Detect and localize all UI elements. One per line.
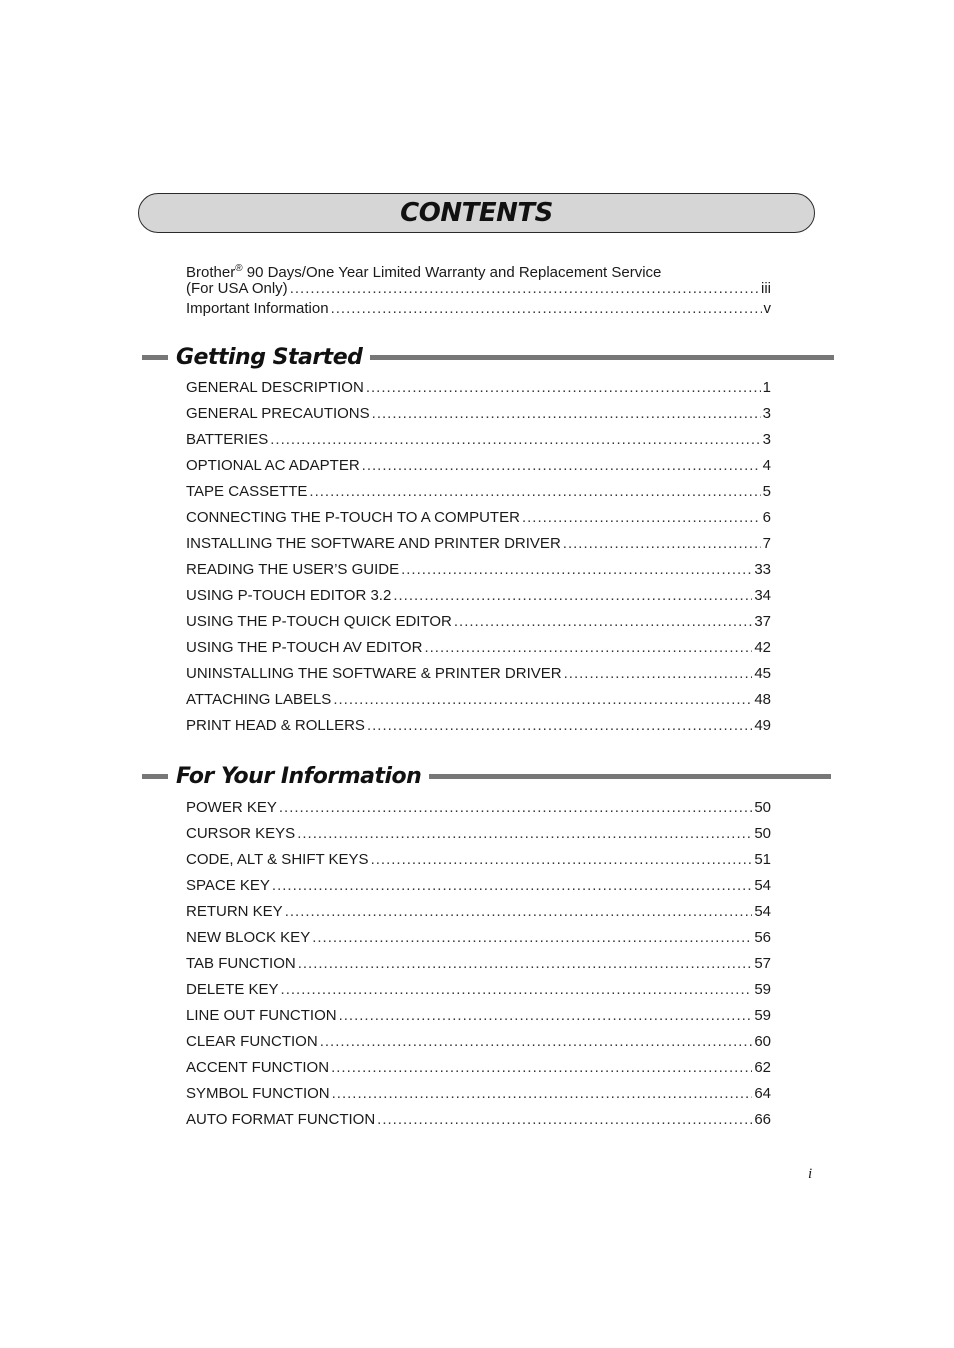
dot-leader — [393, 583, 752, 609]
toc-entry-title: DELETE KEY — [186, 981, 279, 998]
toc-entry-title: GENERAL PRECAUTIONS — [186, 405, 370, 422]
toc-entry-page: 5 — [762, 483, 771, 500]
toc-entry[interactable] — [186, 873, 771, 899]
dot-leader — [281, 977, 753, 1003]
toc-list-getting-started — [186, 375, 771, 739]
toc-entry[interactable] — [186, 713, 771, 739]
toc-entry-title: (For USA Only) — [186, 280, 288, 297]
toc-entry-page: v — [763, 300, 771, 317]
dot-leader — [279, 795, 752, 821]
toc-entry-title: SPACE KEY — [186, 877, 270, 894]
page-number: i — [808, 1166, 813, 1182]
toc-entry-title: ATTACHING LABELS — [186, 691, 332, 708]
toc-entry-page: 56 — [754, 929, 771, 946]
heading-rule-right — [370, 355, 834, 360]
dot-leader — [563, 531, 761, 557]
toc-entry-title: CODE, ALT & SHIFT KEYS — [186, 851, 369, 868]
toc-entry[interactable] — [186, 375, 771, 401]
dot-leader — [272, 873, 752, 899]
toc-entry-page: 57 — [754, 955, 771, 972]
toc-entry-title: RETURN KEY — [186, 903, 283, 920]
toc-entry-page: 66 — [754, 1111, 771, 1128]
toc-entry-page: 4 — [762, 457, 771, 474]
toc-entry[interactable] — [186, 505, 771, 531]
toc-entry[interactable] — [186, 899, 771, 925]
dot-leader — [372, 401, 761, 427]
intro-block — [186, 259, 771, 319]
toc-entry[interactable] — [186, 279, 771, 299]
toc-entry-page: 42 — [754, 639, 771, 656]
toc-entry-title: PRINT HEAD & ROLLERS — [186, 717, 365, 734]
toc-entry-page: 59 — [754, 981, 771, 998]
toc-entry-title: POWER KEY — [186, 799, 277, 816]
dot-leader — [312, 925, 752, 951]
toc-entry-page: 37 — [754, 613, 771, 630]
registered-mark: ® — [235, 263, 243, 274]
dot-leader — [297, 821, 752, 847]
toc-entry-title: CURSOR KEYS — [186, 825, 296, 842]
toc-entry[interactable] — [186, 795, 771, 821]
toc-entry-page: 62 — [754, 1059, 771, 1076]
dot-leader — [366, 375, 761, 401]
section-heading-text: For Your Information — [176, 763, 422, 789]
dot-leader — [362, 453, 761, 479]
dot-leader — [298, 951, 753, 977]
toc-entry[interactable] — [186, 299, 771, 319]
page-title: CONTENTS — [400, 198, 553, 228]
toc-entry-page: 50 — [754, 825, 771, 842]
dot-leader — [424, 635, 752, 661]
toc-entry[interactable] — [186, 821, 771, 847]
toc-entry-page: 60 — [754, 1033, 771, 1050]
dot-leader — [522, 505, 761, 531]
toc-entry[interactable] — [186, 427, 771, 453]
toc-entry-title: USING P-TOUCH EDITOR 3.2 — [186, 587, 392, 604]
toc-entry-title: OPTIONAL AC ADAPTER — [186, 457, 360, 474]
toc-entry-page: 49 — [754, 717, 771, 734]
dot-leader — [331, 1055, 752, 1081]
toc-entry[interactable] — [186, 687, 771, 713]
toc-entry[interactable] — [186, 1081, 771, 1107]
toc-entry[interactable] — [186, 661, 771, 687]
toc-entry-page: 34 — [754, 587, 771, 604]
toc-entry-page: 51 — [754, 851, 771, 868]
toc-entry-page: 48 — [754, 691, 771, 708]
toc-entry-page: 3 — [762, 431, 771, 448]
dot-leader — [371, 847, 753, 873]
toc-entry-page: 54 — [754, 903, 771, 920]
toc-entry-title: INSTALLING THE SOFTWARE AND PRINTER DRIVER — [186, 535, 561, 552]
toc-entry-title: BATTERIES — [186, 431, 269, 448]
dot-leader — [377, 1107, 752, 1133]
toc-entry[interactable] — [186, 557, 771, 583]
toc-entry-title: USING THE P-TOUCH QUICK EDITOR — [186, 613, 452, 630]
dot-leader — [339, 1003, 753, 1029]
section-heading-text: Getting Started — [176, 344, 363, 370]
toc-entry[interactable] — [186, 479, 771, 505]
heading-rule-left — [142, 355, 168, 360]
toc-entry-title: GENERAL DESCRIPTION — [186, 379, 364, 396]
toc-entry-title: TAPE CASSETTE — [186, 483, 308, 500]
warranty-heading-line — [186, 259, 771, 279]
toc-entry-page: 3 — [762, 405, 771, 422]
toc-entry-title: NEW BLOCK KEY — [186, 929, 311, 946]
toc-entry-page: 59 — [754, 1007, 771, 1024]
toc-entry-page: 33 — [754, 561, 771, 578]
toc-entry-title: CONNECTING THE P-TOUCH TO A COMPUTER — [186, 509, 520, 526]
toc-entry-page: 7 — [762, 535, 771, 552]
toc-entry[interactable] — [186, 401, 771, 427]
toc-entry[interactable] — [186, 1055, 771, 1081]
toc-entry[interactable] — [186, 1107, 771, 1133]
section-heading-getting-started — [142, 341, 834, 373]
heading-rule-right — [429, 774, 831, 779]
dot-leader — [332, 1081, 753, 1107]
toc-entry[interactable] — [186, 1003, 771, 1029]
toc-entry-page: iii — [761, 280, 771, 297]
toc-entry-title: LINE OUT FUNCTION — [186, 1007, 337, 1024]
toc-entry-page: 54 — [754, 877, 771, 894]
toc-entry-title: USING THE P-TOUCH AV EDITOR — [186, 639, 423, 656]
toc-entry-title: Important Information — [186, 300, 329, 317]
toc-entry[interactable] — [186, 925, 771, 951]
toc-entry-title: CLEAR FUNCTION — [186, 1033, 318, 1050]
toc-entry-page: 6 — [762, 509, 771, 526]
toc-entry-page: 45 — [754, 665, 771, 682]
warranty-brand: Brother — [186, 264, 236, 281]
toc-entry-page: 1 — [762, 379, 771, 396]
dot-leader — [309, 479, 760, 505]
toc-entry-title: TAB FUNCTION — [186, 955, 296, 972]
dot-leader — [331, 299, 762, 319]
toc-entry[interactable] — [186, 609, 771, 635]
toc-entry-title: AUTO FORMAT FUNCTION — [186, 1111, 376, 1128]
toc-entry-title: ACCENT FUNCTION — [186, 1059, 330, 1076]
contents-title-banner — [138, 193, 815, 233]
toc-entry[interactable] — [186, 977, 771, 1003]
dot-leader — [270, 427, 760, 453]
toc-entry[interactable] — [186, 453, 771, 479]
warranty-heading-text: 90 Days/One Year Limited Warranty and Replacement Service — [242, 264, 662, 281]
toc-entry-page: 64 — [754, 1085, 771, 1102]
dot-leader — [367, 713, 752, 739]
toc-entry-title: READING THE USER’S GUIDE — [186, 561, 400, 578]
dot-leader — [290, 279, 759, 299]
toc-entry-title: SYMBOL FUNCTION — [186, 1085, 330, 1102]
toc-entry[interactable] — [186, 583, 771, 609]
toc-entry[interactable] — [186, 531, 771, 557]
dot-leader — [333, 687, 752, 713]
toc-entry[interactable] — [186, 847, 771, 873]
toc-list-for-your-information — [186, 795, 771, 1133]
toc-entry-title: UNINSTALLING THE SOFTWARE & PRINTER DRIVER — [186, 665, 562, 682]
toc-entry[interactable] — [186, 1029, 771, 1055]
dot-leader — [285, 899, 753, 925]
toc-entry[interactable] — [186, 951, 771, 977]
section-heading-for-your-information — [142, 760, 831, 792]
dot-leader — [454, 609, 752, 635]
dot-leader — [564, 661, 753, 687]
toc-entry[interactable] — [186, 635, 771, 661]
dot-leader — [320, 1029, 753, 1055]
dot-leader — [401, 557, 752, 583]
heading-rule-left — [142, 774, 168, 779]
toc-entry-page: 50 — [754, 799, 771, 816]
